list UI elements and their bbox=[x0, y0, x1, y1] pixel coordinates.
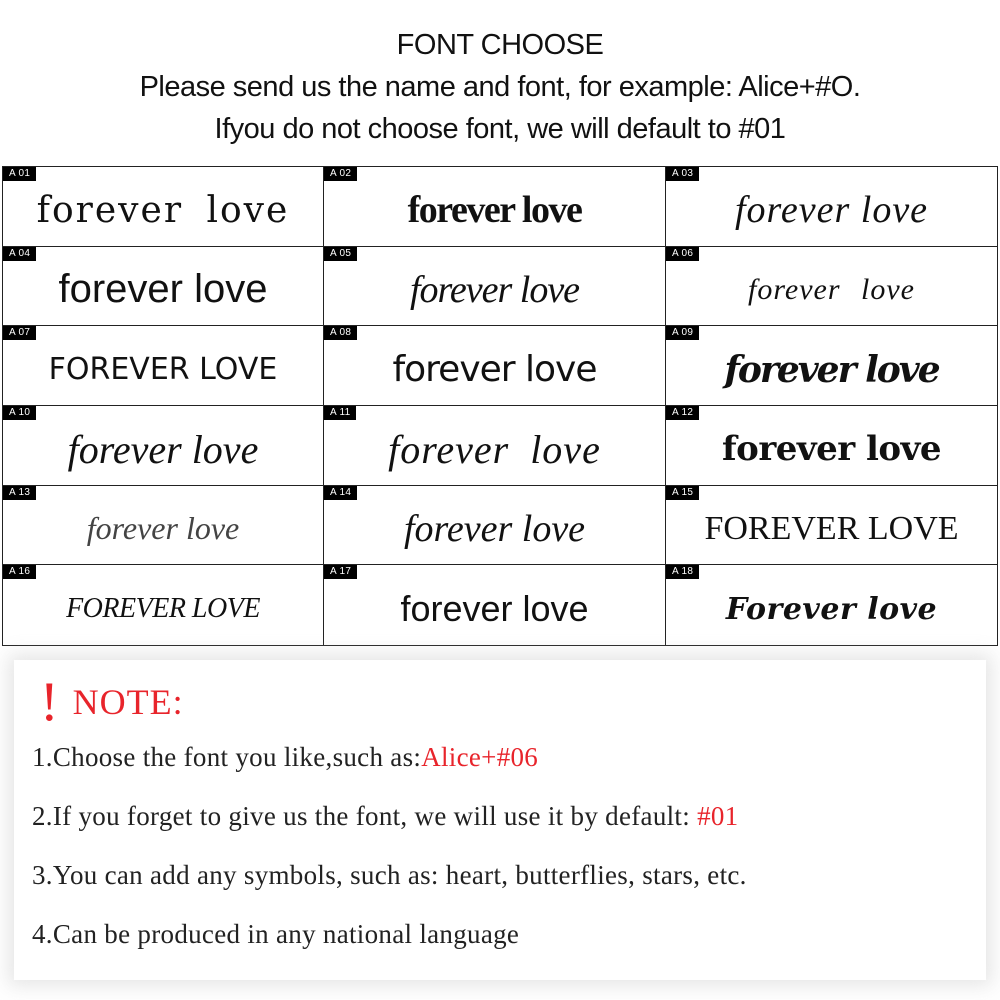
font-sample: forever love bbox=[724, 348, 939, 391]
font-option-a05[interactable] bbox=[324, 247, 666, 327]
font-sample: forever love bbox=[722, 429, 941, 470]
font-option-a16[interactable] bbox=[3, 565, 324, 645]
font-sample: forever love bbox=[403, 507, 586, 550]
header bbox=[0, 24, 1000, 150]
font-option-a11[interactable] bbox=[324, 406, 666, 486]
font-option-a03[interactable] bbox=[666, 167, 997, 247]
font-sample: forever love bbox=[392, 349, 597, 391]
font-sample: FOREVER LOVE bbox=[48, 352, 278, 388]
font-code: A 09 bbox=[666, 326, 699, 340]
font-sample: forever love bbox=[407, 189, 582, 232]
page-title: FONT CHOOSE bbox=[396, 29, 604, 61]
font-option-a09[interactable] bbox=[666, 326, 997, 406]
font-code: A 07 bbox=[3, 326, 36, 340]
font-sample: forever love bbox=[86, 510, 240, 547]
font-sample: forever love bbox=[388, 426, 601, 472]
font-code: A 10 bbox=[3, 406, 36, 420]
font-option-a10[interactable] bbox=[3, 406, 324, 486]
font-sample: forever love bbox=[400, 588, 589, 630]
font-option-a01[interactable] bbox=[3, 167, 324, 247]
note-default: #01 bbox=[697, 801, 739, 831]
note-line-2 bbox=[32, 801, 738, 832]
font-sample: forever love bbox=[36, 189, 290, 231]
font-option-a07[interactable] bbox=[3, 326, 324, 406]
font-option-a14[interactable] bbox=[324, 486, 666, 566]
font-option-a17[interactable] bbox=[324, 565, 666, 645]
font-code: A 04 bbox=[3, 247, 36, 261]
note-title: NOTE: bbox=[72, 682, 184, 722]
font-sample: forever love bbox=[409, 268, 580, 311]
note-line-3: 3.You can add any symbols, such as: heart, butterflies, stars, etc. bbox=[32, 860, 747, 890]
font-option-a08[interactable] bbox=[324, 326, 666, 406]
instruction-line: Please send us the name and font, for example: Alice+#O. bbox=[139, 71, 861, 103]
font-option-a12[interactable] bbox=[666, 406, 997, 486]
font-sample: FOREVER LOVE bbox=[704, 509, 959, 547]
font-code: A 15 bbox=[666, 486, 699, 500]
exclamation-icon: ! bbox=[40, 671, 59, 733]
font-option-a04[interactable] bbox=[3, 247, 324, 327]
note-line-4: 4.Can be produced in any national language bbox=[32, 919, 520, 949]
font-sample: forever love bbox=[734, 189, 929, 232]
font-code: A 05 bbox=[324, 247, 357, 261]
font-sample: forever love bbox=[748, 272, 915, 306]
note-text: 1.Choose the font you like,such as: bbox=[32, 742, 422, 772]
font-code: A 02 bbox=[324, 167, 357, 181]
default-font-line: Ifyou do not choose font, we will default to #01 bbox=[214, 113, 786, 145]
font-code: A 06 bbox=[666, 247, 699, 261]
note-heading bbox=[40, 670, 184, 734]
font-sample: FOREVER LOVE bbox=[66, 593, 260, 625]
font-option-a06[interactable] bbox=[666, 247, 997, 327]
note-line-1 bbox=[32, 742, 538, 773]
font-code: A 11 bbox=[324, 406, 356, 420]
note-panel bbox=[14, 660, 986, 980]
note-text: 2.If you forget to give us the font, we will use it by default: bbox=[32, 801, 698, 831]
font-sample: forever love bbox=[58, 267, 268, 312]
font-option-a15[interactable] bbox=[666, 486, 997, 566]
font-code: A 14 bbox=[324, 486, 357, 500]
font-sample: forever love bbox=[67, 426, 259, 472]
font-sample: Forever love bbox=[725, 591, 938, 627]
font-code: A 13 bbox=[3, 486, 36, 500]
note-example: Alice+#06 bbox=[421, 742, 539, 772]
font-code: A 18 bbox=[666, 565, 699, 579]
font-grid bbox=[2, 166, 998, 646]
font-option-a13[interactable] bbox=[3, 486, 324, 566]
font-option-a02[interactable] bbox=[324, 167, 666, 247]
font-code: A 08 bbox=[324, 326, 357, 340]
font-code: A 01 bbox=[3, 167, 36, 181]
font-code: A 17 bbox=[324, 565, 357, 579]
font-option-a18[interactable] bbox=[666, 565, 997, 645]
font-code: A 16 bbox=[3, 565, 36, 579]
font-code: A 12 bbox=[666, 406, 699, 420]
font-code: A 03 bbox=[666, 167, 699, 181]
